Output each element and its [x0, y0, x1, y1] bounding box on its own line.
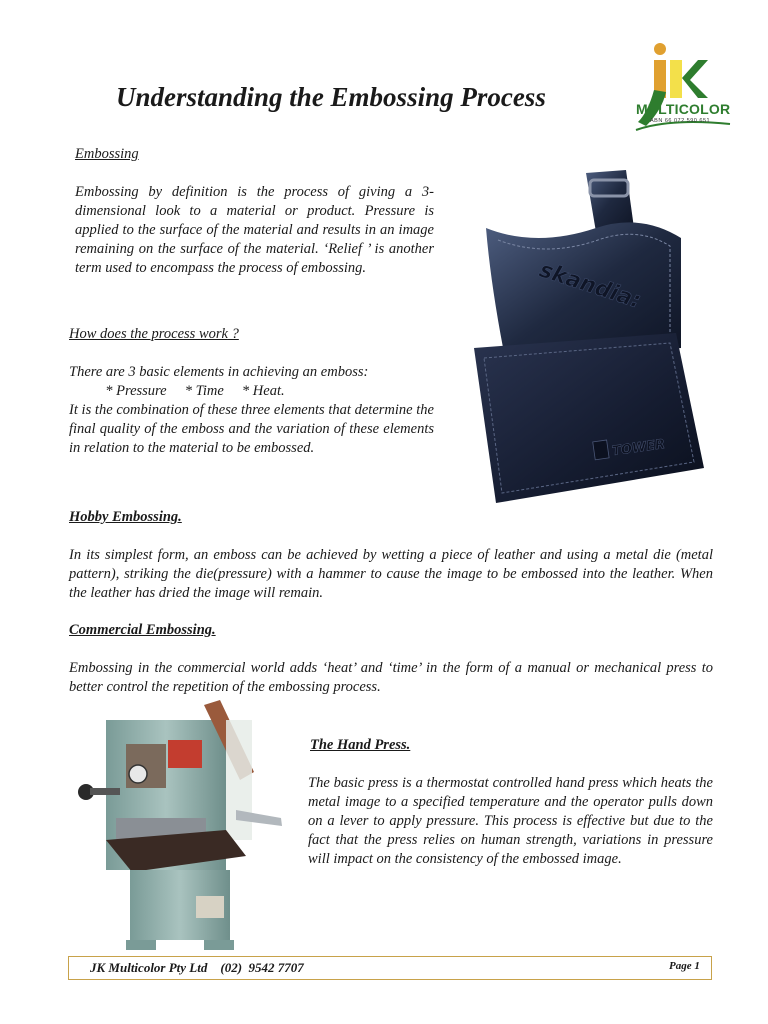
hand-press-section-text — [308, 774, 713, 869]
logo-orange-dot — [654, 43, 666, 55]
footer-page-number: Page 1 — [669, 960, 700, 972]
embossing-paragraph: Embossing by definition is the process of giving a 3-dimensional look to a material or product. Pressure is applied to the surface of the material and results in an image remaining on the surface of the material. ‘Relief ’ is another term used to encompass the process of embossing. — [75, 184, 434, 276]
process-section-text — [69, 363, 434, 458]
wallet-brand-emboss: skandia: — [536, 257, 644, 314]
press-thermostat-dial — [129, 765, 147, 783]
hobby-paragraph: In its simplest form, an emboss can be achieved by wetting a piece of leather and using a metal die (metal pattern), striking the die(pressure) with a hammer to cause the image to be embossed into the leather. When the leather has dried the image will remain. — [69, 547, 713, 601]
commercial-section-text — [69, 659, 713, 697]
section-heading-process — [69, 326, 239, 343]
logo-name: MULTICOLOR — [636, 101, 731, 117]
page-title: Understanding the Embossing Process — [116, 82, 546, 112]
logo-abn: ABN 66 072 590 651 — [650, 118, 711, 124]
section-heading-hobby: Hobby Embossing. — [69, 509, 182, 525]
logo-k-stem — [670, 60, 682, 98]
logo-k-arm — [682, 60, 708, 98]
press-foot-left — [126, 940, 156, 950]
wallet-pocket — [474, 333, 704, 503]
embossing-definition-text — [75, 183, 434, 278]
commercial-paragraph: Embossing in the commercial world adds ‘heat’ and ‘time’ in the form of a manual or mechanical press to better control the repetition of the embossing process. — [69, 660, 713, 695]
section-heading-commercial: Commercial Embossing. — [69, 622, 216, 638]
footer-company: JK Multicolor Pty Ltd (02) 9542 7707 — [90, 960, 304, 975]
hand-press-paragraph: The basic press is a thermostat controlled hand press which heats the metal image to a specified temperature and the operator pulls down on a lever to apply pressure. This process is effective but due to the fact that the press relies on human strength, variations in pressure will impact on the consistency of the embossed image. — [308, 775, 713, 867]
press-base-label — [196, 896, 224, 918]
hobby-section-text — [69, 546, 713, 603]
press-knob-rod — [90, 788, 120, 795]
process-paragraph: It is the combination of these three elements that determine the final quality of the emboss and the variation of these elements in relation to the material to be embossed. — [69, 402, 434, 456]
svg-text:TOWER: TOWER — [611, 437, 666, 460]
press-lever-guard — [226, 720, 252, 840]
section-heading-embossing: Embossing — [75, 146, 139, 162]
process-intro: There are 3 basic elements in achieving an emboss: — [69, 364, 369, 380]
hand-press-machine-photo — [76, 700, 288, 952]
process-elements-list: * Pressure * Time * Heat. — [69, 383, 285, 399]
process-heading-text: How does the process work — [69, 326, 228, 342]
embossed-leather-wallet-photo — [466, 168, 706, 508]
press-foot-right — [204, 940, 234, 950]
process-heading-suffix: ? — [227, 326, 239, 342]
section-heading-hand-press: The Hand Press. — [310, 737, 411, 753]
press-label-plate — [168, 740, 202, 768]
